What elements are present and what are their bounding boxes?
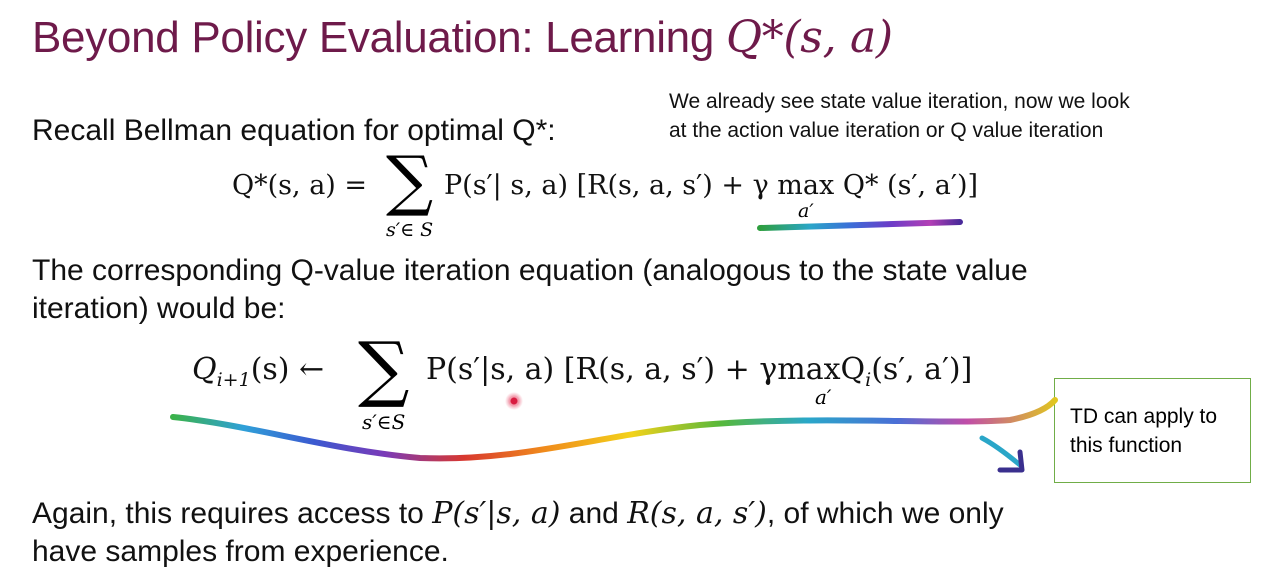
recall-line: Recall Bellman equation for optimal Q*:	[32, 114, 556, 147]
eq2-rhs-b: (s′, a′)]	[871, 352, 973, 387]
eq2-sum-subscript: s′∈S	[362, 410, 406, 434]
eq2-lhs-q: Q	[192, 352, 217, 387]
eq1-sum-symbol: ∑	[386, 142, 434, 219]
title-math: Q*(s, a)	[725, 12, 893, 63]
eq1-lhs: Q*(s, a) =	[232, 170, 368, 201]
eq1-sum-subscript: s′∈ S	[386, 219, 434, 241]
corresponding-line-2: iteration) would be:	[32, 292, 286, 325]
eq2-max-subscript: a′	[815, 385, 832, 409]
underline-equation-stroke	[173, 400, 1055, 458]
eq2-lhs-rest: (s) ←	[250, 352, 325, 387]
note-line-1: We already see state value iteration, now we look	[669, 90, 1130, 113]
eq2-sum-symbol: ∑	[358, 326, 410, 410]
td-annotation-text: TD can apply to this function	[1070, 405, 1218, 457]
note-line-2: at the action value iteration or Q value iteration	[669, 119, 1104, 142]
arrow-to-td-box-stroke	[982, 438, 1020, 465]
title-text: Beyond Policy Evaluation: Learning	[32, 13, 726, 62]
eq2-rhs-a: P(s′|s, a) [R(s, a, s′) + γmaxQ	[426, 352, 866, 387]
again-math-r: R(s, a, s′)	[627, 496, 767, 531]
eq1-rhs: P(s′| s, a) [R(s, a, s′) + γ max Q* (s′, a′)]	[444, 170, 979, 201]
corresponding-line-1: The corresponding Q-value iteration equation (analogous to the state value	[32, 254, 1028, 287]
again-line-2: have samples from experience.	[32, 535, 449, 568]
again-math-p: P(s′|s, a)	[432, 496, 561, 531]
again-line-1-c: , of which we only	[766, 497, 1004, 530]
again-line-1	[32, 496, 1004, 531]
underline-max-q-stroke	[760, 222, 960, 228]
again-line-1-b: and	[560, 497, 628, 530]
eq2-lhs-subscript: i+1	[216, 369, 251, 391]
eq2-rhs-subscript: i	[865, 369, 872, 391]
again-line-1-a: Again, this requires access to	[32, 497, 433, 530]
eq1-max-subscript: a′	[798, 200, 814, 222]
